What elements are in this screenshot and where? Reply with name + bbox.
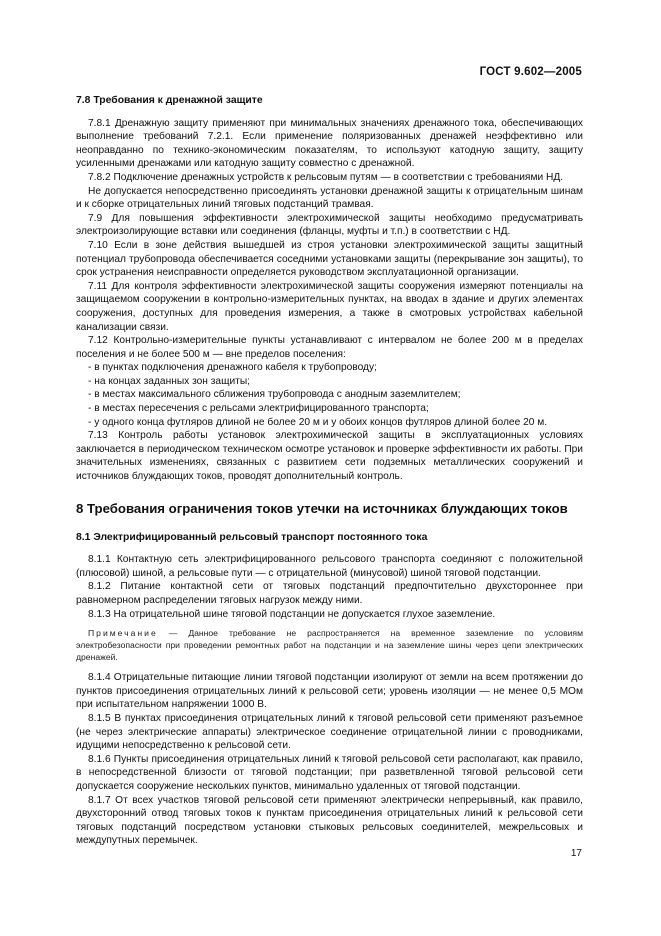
paragraph-7-8-2-note: Не допускается непосредственно присоединять установки дренажной защиты к отрицательным шинам и к сборке отрицательных линий тяговых подстанций трамвая.	[76, 185, 583, 211]
paragraph-8-1-6: 8.1.6 Пункты присоединения отрицательных линий к тяговой рельсовой сети располагают, как правило, в непосредственной близости от тяговой подстанции; при разветвленной тяговой рельсовой сети допускается сооружение нескольких пунктов, минимально удаленных от тяговой подстанции.	[76, 753, 583, 792]
paragraph-8-1-3: 8.1.3 На отрицательной шине тяговой подстанции не допускается глухое заземление.	[88, 608, 496, 620]
paragraph-8-1-2: 8.1.2 Питание контактной сети от тяговых подстанций предпочтительно двухстороннее при равномерном распределении тяговых нагрузок между ними.	[76, 581, 583, 606]
paragraph-8-1-1: 8.1.1 Контактную сеть электрифицированного рельсового транспорта соединяют с положительной (плюсовой) шиной, а рельсовые пути — с отрицательной (минусовой) шиной тяговой подстанции.	[76, 554, 583, 579]
paragraph-8-1-5: 8.1.5 В пунктах присоединения отрицательных линий к тяговой рельсовой сети применяют разъемное (не через электрические аппараты) электрическое соединение отрицательной линии с проводниками, идущими непосредственно к рельсовой сети.	[76, 712, 583, 752]
paragraph-7-9: 7.9 Для повышения эффективности электрохимической защиты необходимо предусматривать электроизолирующие вставки или соединения (фланцы, муфты и т.п.) в соответствии с НД.	[76, 212, 583, 238]
paragraph-7-8-1: 7.8.1 Дренажную защиту применяют при минимальных значениях дренажного тока, обеспечивающих выполнение требований 7.2.1. Если применение поляризованных дренажей неэффективно или неоправданно по технико-экономическим показателям, то используют катодную защиту, защиту усиленными дренажами или катодную защиту совместно с дренажной.	[76, 117, 583, 170]
section-7-8-title: 7.8 Требования к дренажной защите	[76, 95, 263, 106]
note	[76, 627, 583, 663]
note-label: Примечание	[88, 628, 158, 639]
paragraph-7-13: 7.13 Контроль работы установок электрохимической защиты в эксплуатационных условиях заключается в периодическом техническом осмотре установок и проверке эффективности их работы. При значительных изменениях, связанных с развитием сети подземных металлических сооружений и источников блуждающих токов, проводят дополнительный контроль.	[76, 430, 583, 483]
paragraph-7-8-2: 7.8.2 Подключение дренажных устройств к рельсовым путям — в соответствии с требованиями НД.	[88, 171, 564, 183]
section-8-1-title: 8.1 Электрифицированный рельсовый транспорт постоянного тока	[76, 531, 428, 543]
paragraph-7-11: 7.11 Для контроля эффективности электрохимической защиты сооружения измеряют потенциалы на защищаемом сооружении в контрольно-измерительных пунктах, на вводах в здание и других элементах сооружения, доступных для проведения измерения, а также в смотровых устройствах кабельной канализации связи.	[76, 280, 583, 333]
paragraph-8-1-4: 8.1.4 Отрицательные питающие линии тяговой подстанции изолируют от земли на всем протяжении до пунктов присоединения отрицательных линий к рельсовой сети; уровень изоляции — не менее 0,5 МОм при испытательном напряжении 1000 В.	[76, 672, 583, 711]
list-item: - в пунктах подключения дренажного кабеля к трубопроводу;	[88, 362, 377, 374]
list-item: - у одного конца футляров длиной не более 20 м и у обоих концов футляров длиной более 20 м.	[88, 416, 548, 428]
page-number: 17	[570, 848, 582, 859]
paragraph-8-1-7: 8.1.7 От всех участков тяговой рельсовой сети применяют электрически непрерывный, как правило, двухсторонний отвод тяговых токов к пунктам присоединения отрицательных линий к рельсовой сети тяговых подстанций посредством установки стыковых рельсовых соединителей, межрельсовых и междупутных перемычек.	[76, 794, 583, 847]
page-content	[76, 94, 583, 848]
list-item: - на концах заданных зон защиты;	[88, 375, 250, 387]
document-code: ГОСТ 9.602—2005	[479, 66, 582, 78]
list-item: - в местах максимального сближения трубопровода с анодным заземлителем;	[88, 389, 461, 401]
paragraph-7-10: 7.10 Если в зоне действия вышедшей из строя установки электрохимической защиты защитный потенциал трубопровода обеспечивается соседними установками защиты (перекрывание зон защиты), то срок устранения неисправности определяется руководством эксплуатационной организации.	[76, 239, 583, 279]
measurement-points-list	[76, 361, 583, 429]
note-text: — Данное требование не распространяется на временное заземление по условиям электробезопасности при проведении ремонтных работ на подстанции и на заземление шины через цепи электрических дренажей.	[76, 628, 583, 663]
paragraph-7-12: 7.12 Контрольно-измерительные пункты устанавливают с интервалом не более 200 м в пределах поселения и не более 500 м — вне пределов поселения:	[76, 335, 583, 360]
list-item: - в местах пересечения с рельсами электрифицированного транспорта;	[88, 403, 429, 415]
section-8-title: 8 Требования ограничения токов утечки на источниках блуждающих токов	[76, 500, 568, 516]
